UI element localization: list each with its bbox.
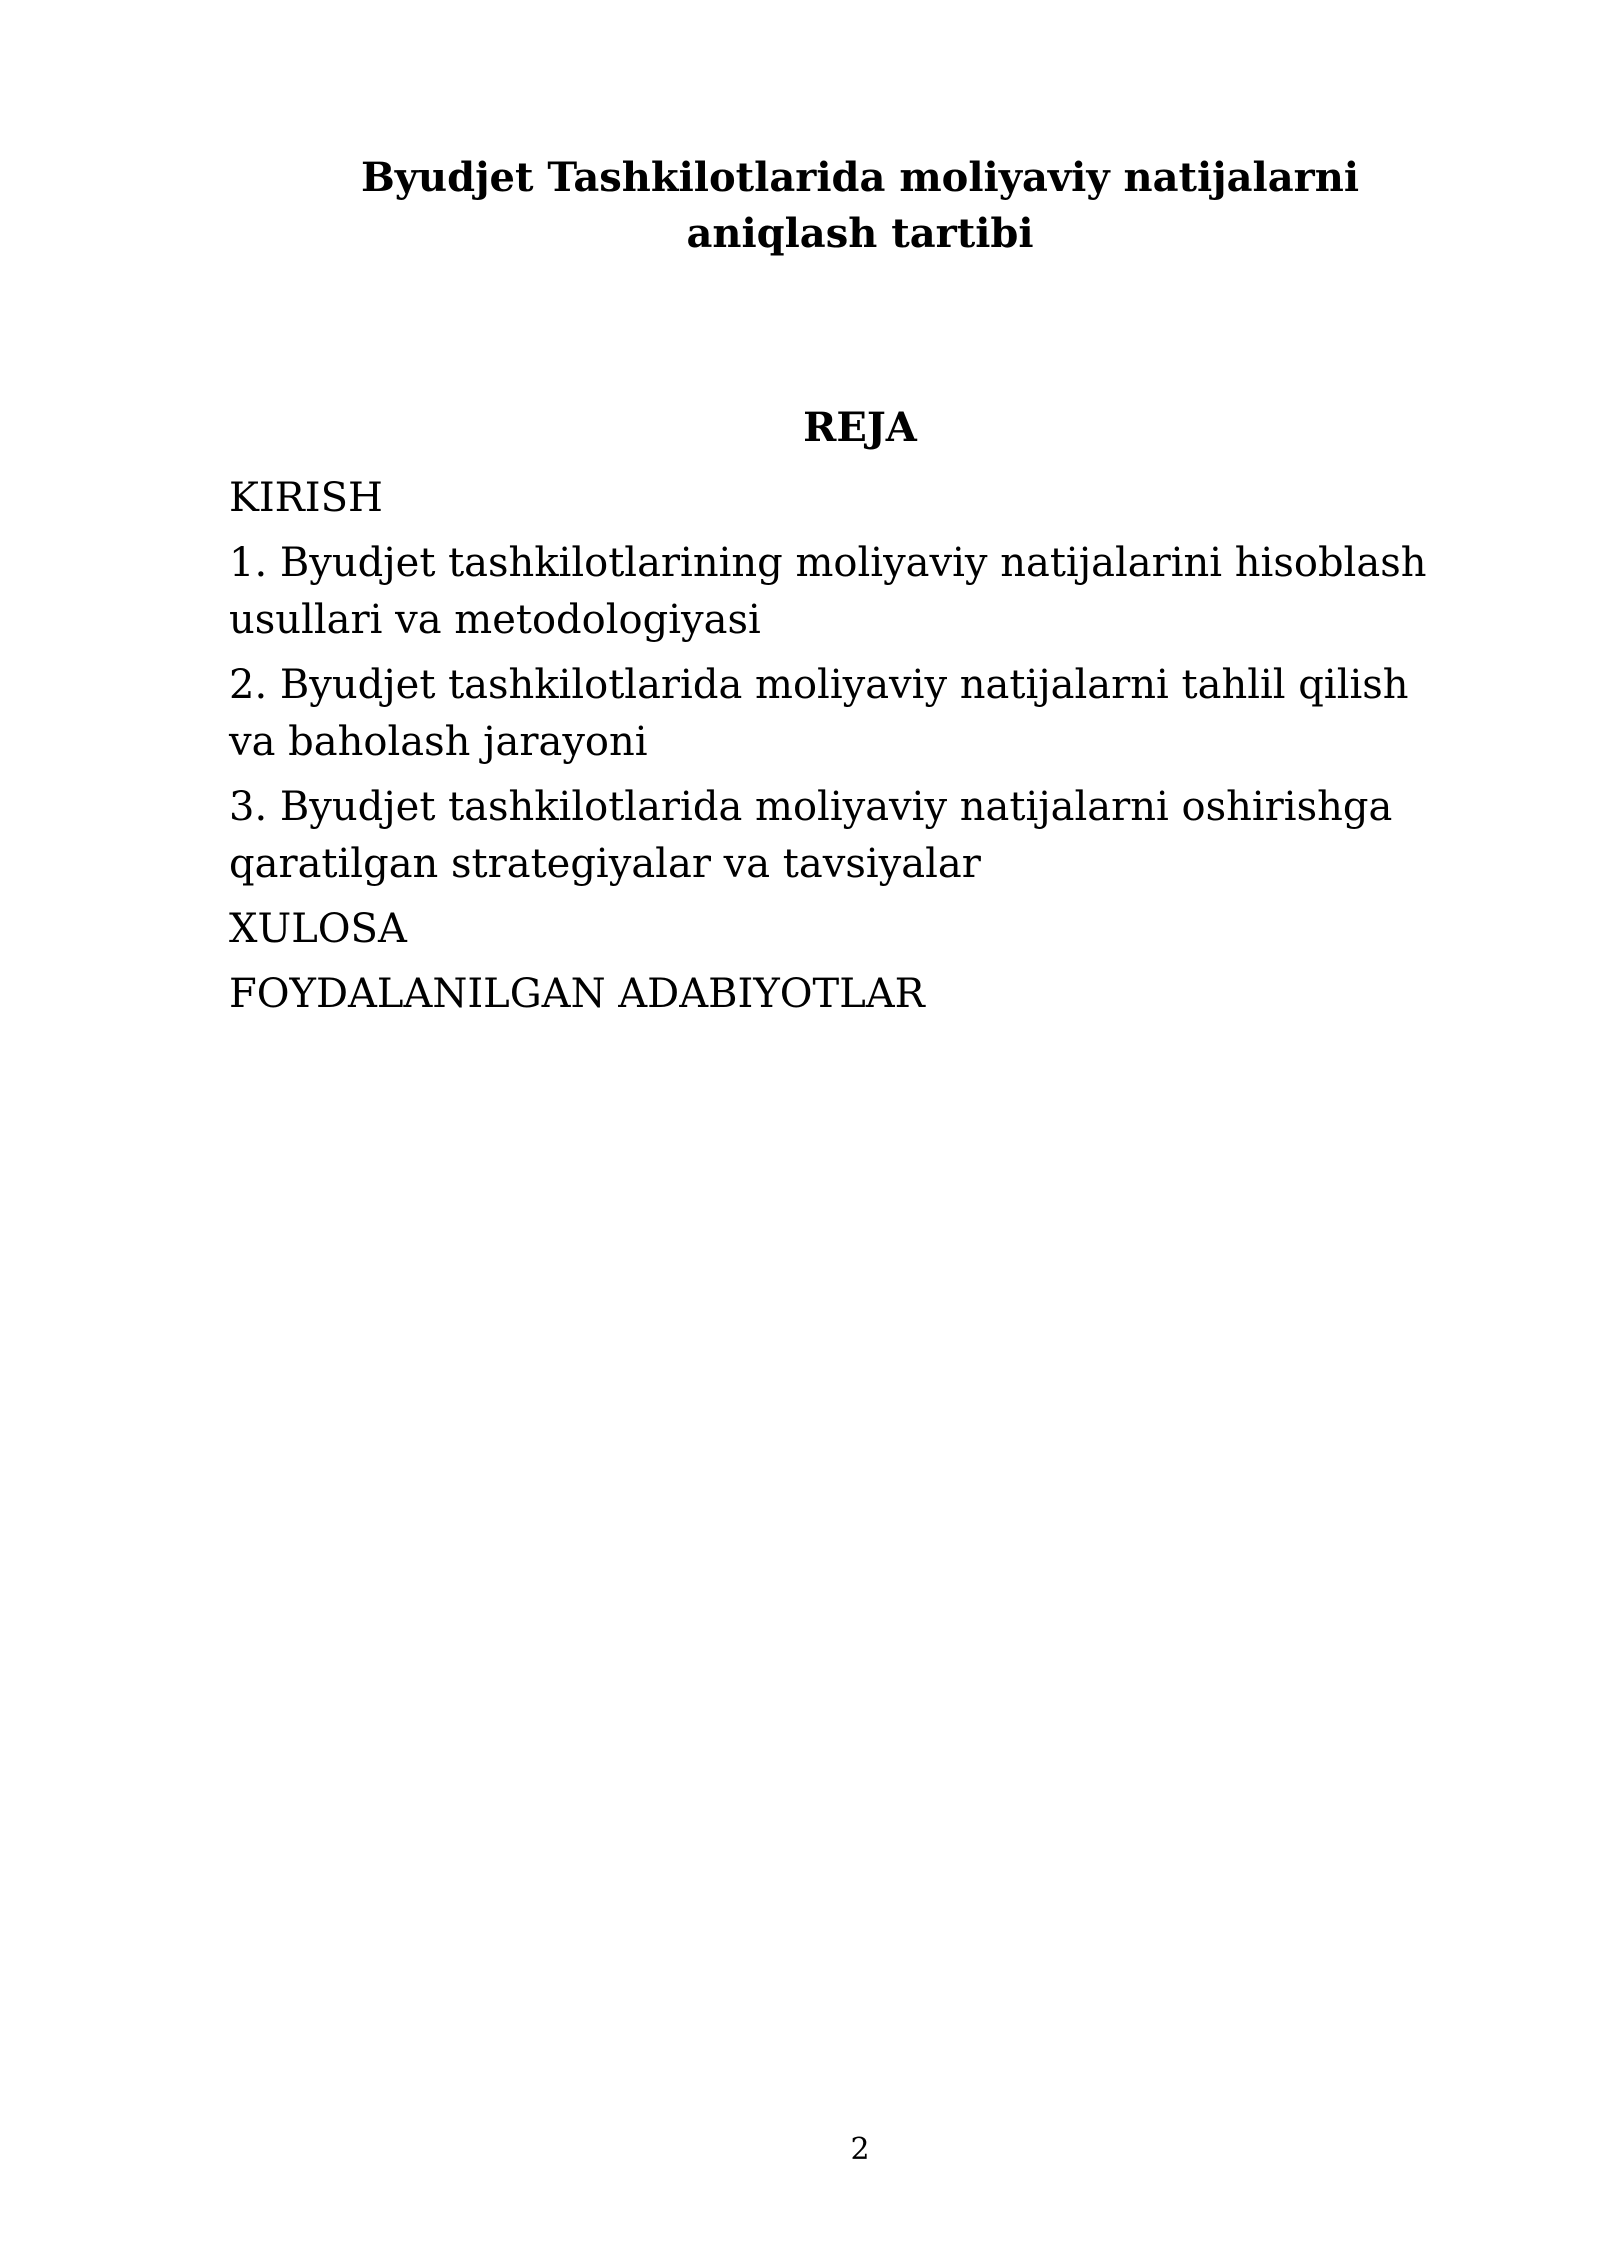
plan-heading: REJA	[803, 404, 917, 451]
toc-item-section-1: 1. Byudjet tashkilotlarining moliyaviy natijalarini hisoblash usullari va metodologiyasi	[229, 540, 1427, 643]
toc-item-conclusion: XULOSA	[229, 906, 407, 952]
toc-item-section-3: 3. Byudjet tashkilotlarida moliyaviy natijalarni oshirishga qaratilgan strategiyalar va tavsiyalar	[229, 784, 1393, 887]
document-title: Byudjet Tashkilotlarida moliyaviy natijalarni aniqlash tartibi	[360, 154, 1360, 257]
page-number: 2	[850, 2132, 870, 2167]
toc-item-introduction: KIRISH	[229, 475, 383, 521]
toc-item-section-2: 2. Byudjet tashkilotlarida moliyaviy natijalarni tahlil qilish va baholash jarayoni	[229, 662, 1409, 765]
toc-item-references: FOYDALANILGAN ADABIYOTLAR	[229, 971, 925, 1017]
table-of-contents	[229, 470, 1429, 1031]
